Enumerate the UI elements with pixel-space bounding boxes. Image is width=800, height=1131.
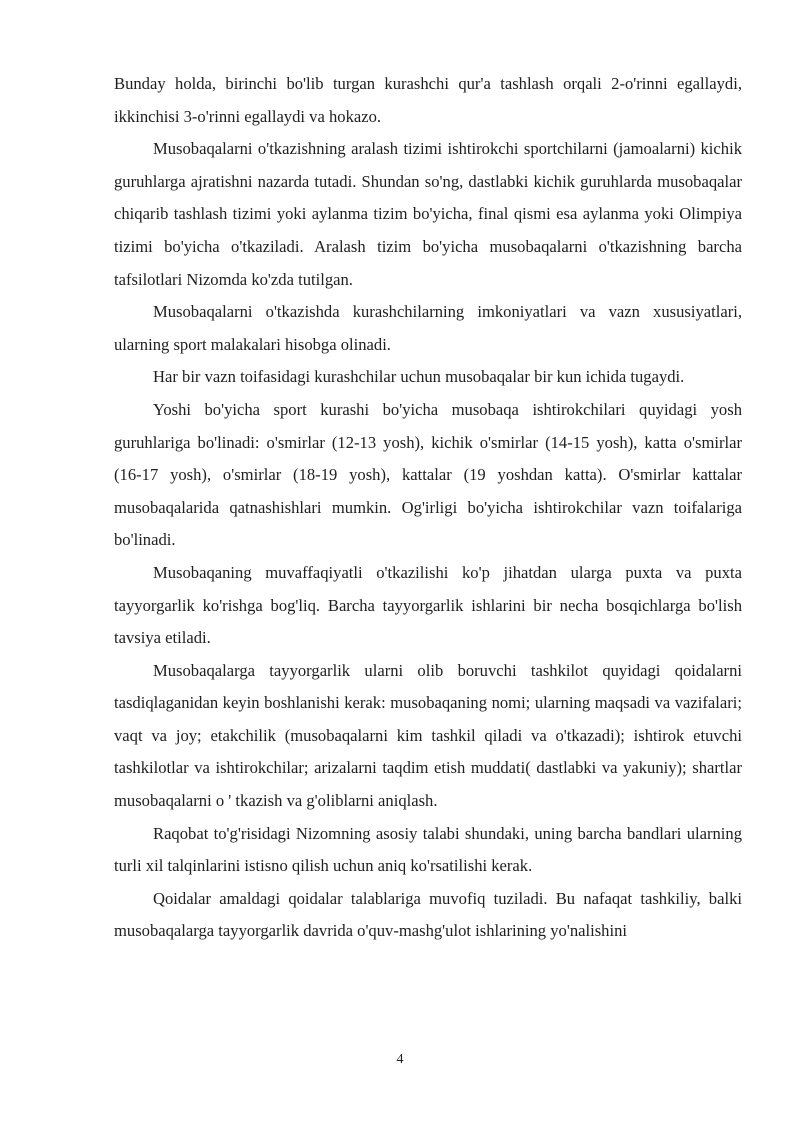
- paragraph-4: Har bir vazn toifasidagi kurashchilar uchun musobaqalar bir kun ichida tugaydi.: [153, 367, 685, 387]
- paragraph-9: Qoidalar amaldagi qoidalar talablariga muvofiq tuziladi. Bu nafaqat tashkiliy, balki musobaqalarga tayyorgarlik davrida o'quv-mashg'ulot ishlarining yo'nalishini: [114, 888, 742, 941]
- document-page: [114, 68, 742, 948]
- paragraph-7: Musobaqalarga tayyorgarlik ularni olib boruvchi tashkilot quyidagi qoidalarni tasdiqlaganidan keyin boshlanishi kerak: musobaqaning nomi; ularning maqsadi va vazifalari; vaqt va joy; etakchilik (musobaqalarni kim tashkil qiladi va o'tkazadi); ishtirok etuvchi tashkilotlar va ishtirokchilar; arizalarni taqdim etish muddati( dastlabki va yakuniy); shartlar musobaqalarni o ' tkazish va g'oliblarni aniqlash.: [114, 660, 742, 811]
- page-number: 4: [396, 1052, 404, 1067]
- paragraph-8: Raqobat to'g'risidagi Nizomning asosiy talabi shundaki, uning barcha bandlari ularning turli xil talqinlarini istisno qilish uchun aniq ko'rsatilishi kerak.: [114, 823, 742, 876]
- paragraph-5: Yoshi bo'yicha sport kurashi bo'yicha musobaqa ishtirokchilari quyidagi yosh guruhlariga bo'linadi: o'smirlar (12-13 yosh), kichik o'smirlar (14-15 yosh), katta o'smirlar (16-17 yosh), o'smirlar (18-19 yosh), kattalar (19 yoshdan katta). O'smirlar kattalar musobaqalarida qatnashishlari mumkin. Og'irligi bo'yicha ishtirokchilar vazn toifalariga bo'linadi.: [114, 399, 742, 550]
- paragraph-1: Bunday holda, birinchi bo'lib turgan kurashchi qur'a tashlash orqali 2-o'rinni egallaydi, ikkinchisi 3-o'rinni egallaydi va hokazo.: [114, 74, 742, 126]
- paragraph-6: Musobaqaning muvaffaqiyatli o'tkazilishi ko'p jihatdan ularga puxta va puxta tayyorgarlik ko'rishga bog'liq. Barcha tayyorgarlik ishlarini bir necha bosqichlarga bo'lish tavsiya etiladi.: [114, 562, 742, 648]
- paragraph-2: Musobaqalarni o'tkazishning aralash tizimi ishtirokchi sportchilarni (jamoalarni) kichik guruhlarga ajratishni nazarda tutadi. Shundan so'ng, dastlabki kichik guruhlarda musobaqalar chiqarib tashlash tizimi yoki aylanma tizim bo'yicha, final qismi esa aylanma yoki Olimpiya tizimi bo'yicha o'tkaziladi. Aralash tizim bo'yicha musobaqalarni o'tkazishning barcha tafsilotlari Nizomda ko'zda tutilgan.: [114, 139, 742, 289]
- paragraph-3: Musobaqalarni o'tkazishda kurashchilarning imkoniyatlari va vazn xususiyatlari, ularning sport malakalari hisobga olinadi.: [114, 302, 742, 354]
